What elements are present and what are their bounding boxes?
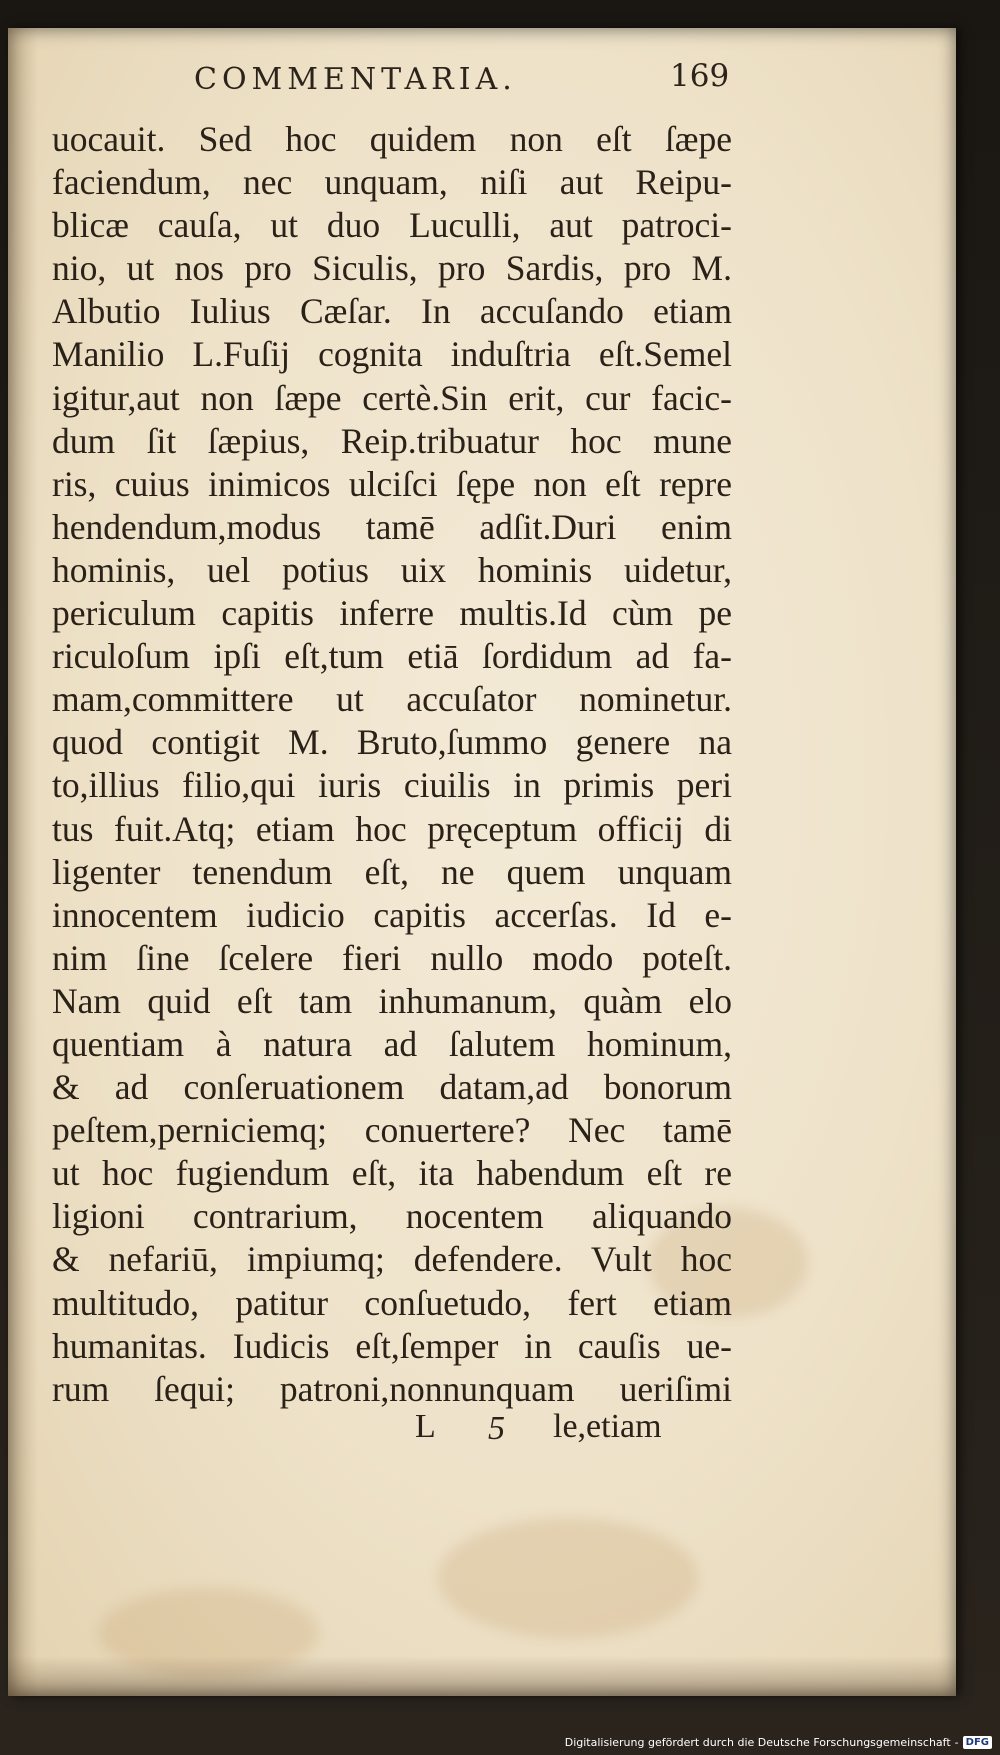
- text-line: dum ſit ſæpius, Reip.tribuatur hoc mune: [52, 420, 732, 461]
- dfg-logo: DFG: [963, 1736, 992, 1749]
- text-line: tus fuit.Atq; etiam hoc pręceptum officij di: [52, 808, 732, 849]
- paper-stain: [438, 1518, 698, 1638]
- folio-number: 169: [670, 58, 730, 94]
- text-line: uocauit. Sed hoc quidem non eſt ſæpe: [52, 119, 732, 159]
- text-line: igitur,aut non ſæpe certè.Sin erit, cur facic-: [52, 377, 732, 418]
- text-line: humanitas. Iudicis eſt,ſemper in cauſis ue-: [52, 1325, 732, 1366]
- text-line: nio, ut nos pro Siculis, pro Sardis, pro M.: [52, 248, 732, 289]
- credit-text: Digitalisierung gefördert durch die Deutsche Forschungsgemeinschaft: [564, 1736, 951, 1749]
- text-line: multitudo, patitur conſuetudo, fert etiam: [52, 1282, 732, 1323]
- text-line: periculum capitis inferre multis.Id cùm pe: [52, 593, 732, 634]
- text-line: hominis, uel potius uix hominis uidetur,: [52, 549, 732, 590]
- text-line: ris, cuius inimicos ulciſci ſępe non eſt repre: [52, 463, 732, 504]
- text-line: & nefariū, impiumq; defendere. Vult hoc: [52, 1239, 732, 1280]
- catchword: le,etiam: [553, 1408, 662, 1445]
- text-line: nim ſine ſcelere fieri nullo modo poteſt.: [52, 937, 732, 978]
- text-line: ligioni contrarium, nocentem aliquando: [52, 1196, 732, 1237]
- text-line: Nam quid eſt tam inhumanum, quàm elo: [52, 980, 732, 1021]
- digitization-credit: Digitalisierung gefördert durch die Deutsche Forschungsgemeinschaft - DFG: [565, 1736, 992, 1749]
- paper-stain: [98, 1588, 318, 1678]
- text-line: Manilio L.Fuſij cognita induſtria eſt.Semel: [52, 334, 732, 375]
- signature-line: [415, 1408, 725, 1454]
- text-line: blicæ cauſa, ut duo Luculli, aut patroci-: [52, 205, 732, 246]
- text-line: mam,committere ut accuſator nominetur.: [52, 679, 732, 720]
- text-line: riculoſum ipſi eſt,tum etiā ſordidum ad fa-: [52, 636, 732, 677]
- text-line: & ad conſeruationem datam,ad bonorum: [52, 1067, 732, 1108]
- signature-number: 5: [488, 1410, 505, 1447]
- text-line: to,illius filio,qui iuris ciuilis in primis peri: [52, 765, 732, 806]
- text-line: Albutio Iulius Cæſar. In accuſando etiam: [52, 291, 732, 332]
- text-block: [52, 118, 732, 1411]
- text-line: faciendum, nec unquam, niſi aut Reipu-: [52, 162, 732, 203]
- text-line: quod contigit M. Bruto,ſummo genere na: [52, 722, 732, 763]
- text-line: innocentem iudicio capitis accerſas. Id e-: [52, 894, 732, 935]
- text-line: rum ſequi; patroni,nonnunquam ueriſimi: [52, 1368, 732, 1409]
- signature-mark: L: [415, 1408, 436, 1445]
- text-line: quentiam à natura ad ſalutem hominum,: [52, 1023, 732, 1064]
- text-line: ligenter tenendum eſt, ne quem unquam: [52, 851, 732, 892]
- text-line: hendendum,modus tamē adſit.Duri enim: [52, 506, 732, 547]
- text-line: ut hoc fugiendum eſt, ita habendum eſt re: [52, 1153, 732, 1194]
- running-head: COMMENTARIA.: [194, 62, 517, 97]
- text-line: peſtem,perniciemq; conuertere? Nec tamē: [52, 1110, 732, 1151]
